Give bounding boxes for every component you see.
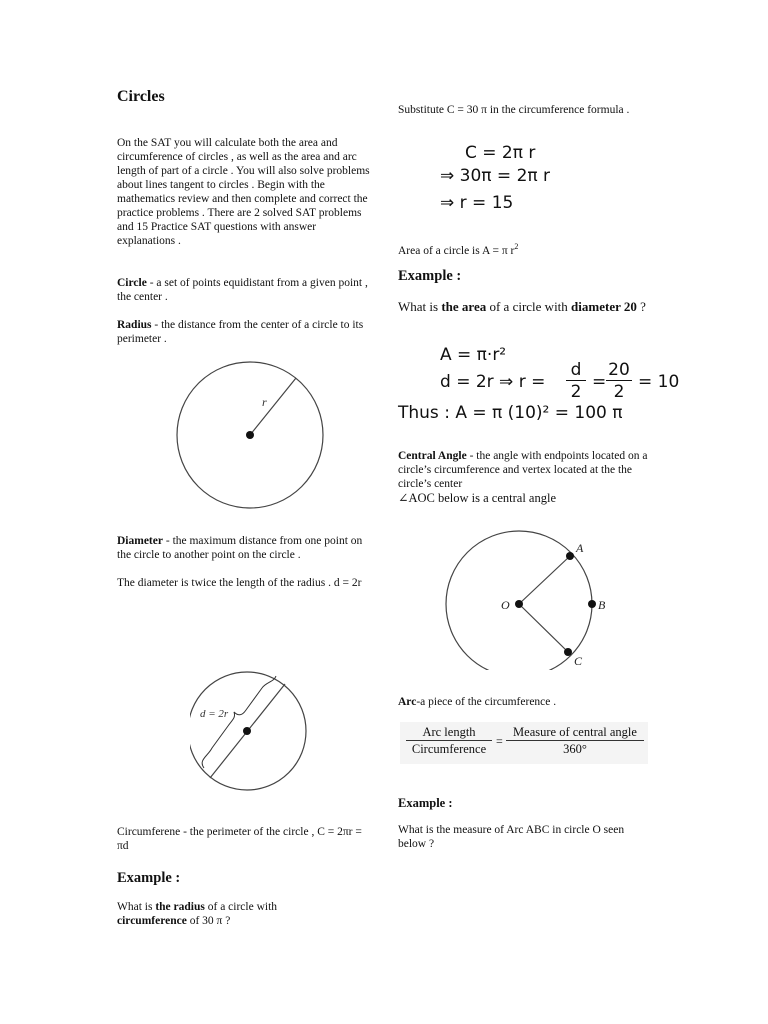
example-question-right-2: What is the measure of Arc ABC in circle O seen below ? (398, 824, 625, 850)
hw-result-10: = 10 (638, 372, 680, 392)
circle-definition (117, 276, 375, 304)
label-c: C (574, 654, 583, 668)
q-text: What is (398, 299, 442, 314)
point-b (588, 600, 596, 608)
q-bold-area: the area (441, 299, 487, 314)
diameter-definition (117, 534, 375, 562)
ratio-num-2: Measure of central angle (506, 725, 644, 741)
q-text: What is (117, 901, 156, 913)
arc-definition (398, 695, 556, 709)
area-formula-text: Area of a circle is A = π r (398, 244, 515, 257)
circle-term: Circle (117, 277, 147, 289)
intro-paragraph: On the SAT you will calculate both the area and circumference of circles , as well as the area and arc length of part of a circle . You will also solve problems about lines tangent to circles . Begin with the mathematics review and then complete and correct the practice problems . There are 2 solved SAT problems and 15 Practice SAT questions with answer explanations . (117, 137, 370, 247)
label-b: B (598, 598, 606, 612)
center-point (246, 431, 254, 439)
diameter-def-text: - the maximum distance from one point on the circle to another point on the circle . (117, 535, 363, 561)
label-o: O (501, 598, 510, 612)
example-heading-left: Example : (117, 870, 181, 886)
q-text: of a circle with (204, 901, 278, 913)
q-text: ? (636, 299, 646, 314)
area-formula-exponent: 2 (514, 242, 519, 251)
radius-figure (170, 360, 335, 515)
diameter-label: d = 2r (200, 708, 229, 720)
diameter-term: Diameter (117, 535, 163, 547)
radius-definition (117, 318, 375, 346)
substitute-text: Substitute C = 30 π in the circumference formula . (398, 104, 630, 116)
label-a: A (576, 541, 584, 555)
arc-ratio-formula (400, 722, 648, 764)
hw-equals: = (592, 372, 607, 392)
example-question-right-1 (398, 299, 658, 315)
example-heading-right-2: Example : (398, 796, 453, 810)
handwritten-step-2: ⇒ 30π = 2π r (440, 166, 551, 186)
page-title: Circles (117, 88, 165, 105)
hw-frac1-den: 2 (570, 382, 582, 402)
radius-line (250, 378, 296, 435)
point-a (566, 552, 574, 560)
area-formula (398, 240, 518, 258)
central-angle-term: Central Angle (398, 450, 467, 462)
central-angle-definition (398, 449, 648, 491)
ratio-den-2: 360° (563, 742, 587, 756)
central-angle-figure (440, 530, 610, 670)
circumference-definition: Circumferene - the perimeter of the circle , C = 2πr = πd (117, 826, 362, 852)
ratio-den-1: Circumference (411, 742, 487, 756)
q-text: of 30 π ? (186, 915, 231, 927)
q-bold-diameter: diameter 20 (571, 299, 637, 314)
circle-def-text: - a set of points equidistant from a given point , the center . (117, 277, 368, 303)
handwritten-step-1: C = 2π r (465, 143, 536, 163)
diameter-note: The diameter is twice the length of the radius . d = 2r (117, 577, 362, 589)
hw-frac2-num: 20 (606, 360, 632, 381)
central-angle-def-text: - the angle with endpoints located on a circle’s circumference and vertex located at the the circle’s center (398, 450, 648, 490)
handwritten-area-2 (440, 360, 680, 404)
hw-r-eq: d = 2r ⇒ r = (440, 372, 546, 392)
hw-frac2-den: 2 (613, 382, 625, 402)
example-question-left (117, 900, 327, 928)
central-angle-note: ∠AOC below is a central angle (398, 491, 556, 505)
diameter-brace (202, 676, 276, 768)
handwritten-step-3: ⇒ r = 15 (440, 193, 514, 213)
diameter-center-point (243, 727, 251, 735)
point-c (564, 648, 572, 656)
radius-term: Radius (117, 319, 152, 331)
point-o (515, 600, 523, 608)
radius-label: r (262, 395, 267, 409)
q-text: of a circle with (486, 299, 572, 314)
radius-def-text: - the distance from the center of a circle to its perimeter . (117, 319, 364, 345)
arc-def-text: -a piece of the circumference . (416, 696, 557, 708)
diameter-figure (190, 660, 315, 795)
handwritten-area-1: A = π·r² (440, 345, 507, 365)
arc-term: Arc (398, 696, 417, 708)
ratio-equals: = (496, 734, 503, 748)
radius-oa (519, 556, 570, 604)
q-bold-radius: the radius (155, 901, 205, 913)
q-bold-circumference: circumference (117, 915, 187, 927)
radius-oc (519, 604, 568, 652)
ratio-num-1: Arc length (406, 725, 492, 741)
hw-frac1-num: d (566, 360, 586, 381)
example-heading-right-1: Example : (398, 268, 462, 284)
handwritten-area-3: Thus : A = π (10)² = 100 π (398, 403, 623, 423)
